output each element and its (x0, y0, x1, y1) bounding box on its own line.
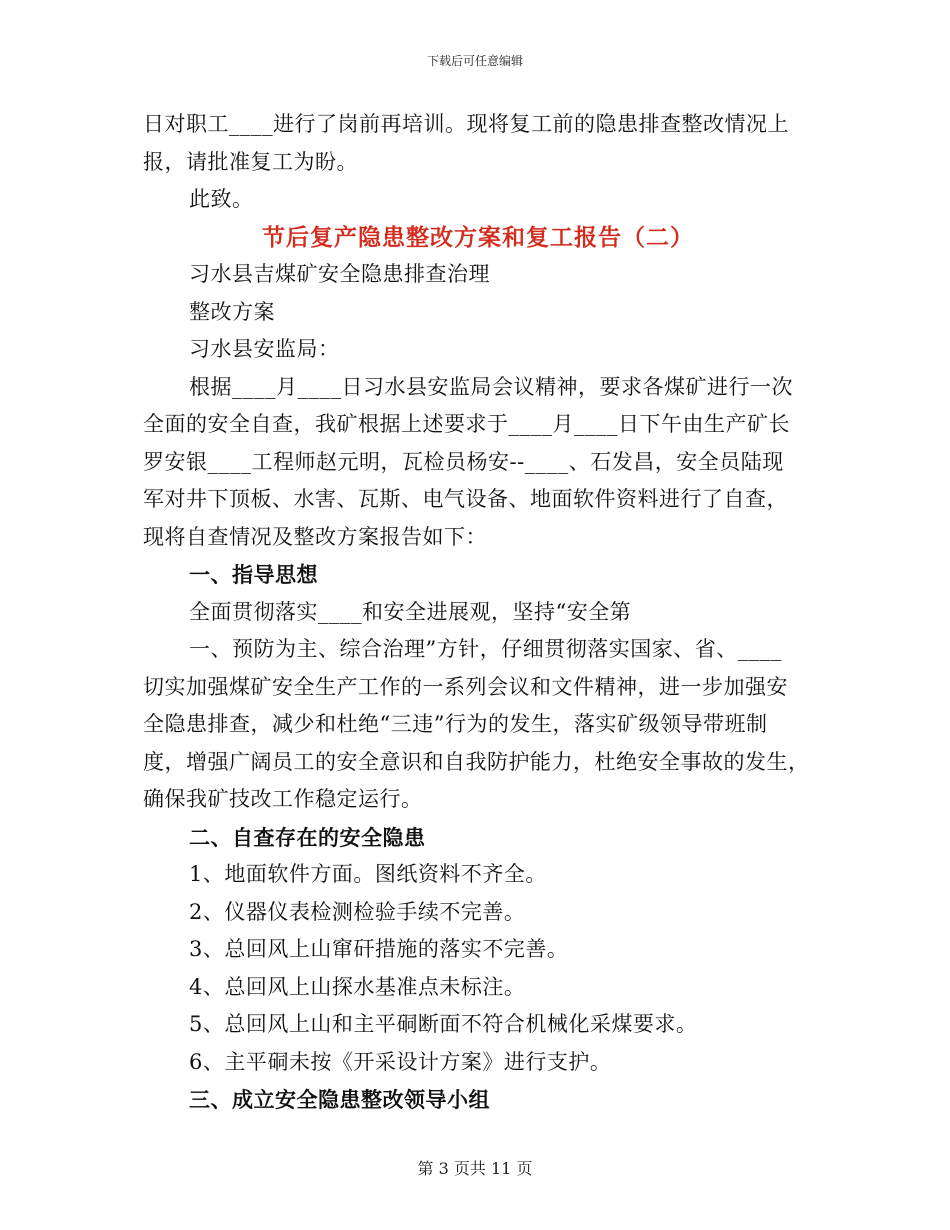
list-item: 3、总回风上山窜矸措施的落实不完善。 (189, 937, 569, 961)
paragraph-line: 此致。 (189, 187, 254, 211)
body-line: 现将自查情况及整改方案报告如下： (143, 524, 487, 549)
list-item: 4、总回风上山探水基准点未标注。 (189, 974, 526, 999)
list-item: 6、主平硐未按《开采设计方案》进行支护。 (189, 1049, 612, 1074)
body-line: 度，增强广阔员工的安全意识和自我防护能力，杜绝安全事故的发生， (143, 749, 810, 774)
page-footer: 第 3 页共 11 页 (417, 1159, 533, 1178)
header-note: 下载后可任意编辑 (426, 54, 523, 68)
heading-guiding-ideology: 一、指导思想 (189, 562, 318, 587)
body-line: 罗安银____工程师赵元明，瓦检员杨安--____、石发昌，安全员陆现 (143, 449, 784, 474)
heading-hazards: 二、自查存在的安全隐患 (189, 824, 426, 850)
body-line: 根据____月____日习水县安监局会议精神，要求各煤矿进行一次 (189, 374, 793, 399)
document-body (143, 106, 813, 1119)
heading-leadership-group: 三、成立安全隐患整改领导小组 (189, 1087, 490, 1112)
list-item: 2、仪器仪表检测检验手续不完善。 (189, 899, 526, 924)
paragraph-line: 报，请批准复工为盼。 (143, 149, 358, 174)
body-line: 全面的安全自查，我矿根据上述要求于____月____日下午由生产矿长 (143, 412, 790, 436)
list-item: 5、总回风上山和主平硐断面不符合机械化采煤要求。 (189, 1012, 698, 1036)
body-line: 整改方案 (189, 299, 275, 324)
list-item: 1、地面软件方面。图纸资料不齐全。 (189, 862, 547, 886)
body-line: 确保我矿技改工作稳定运行。 (143, 787, 423, 811)
body-line: 全面贯彻落实____和安全进展观，坚持“安全第 (189, 599, 632, 624)
body-line: 习水县安监局： (189, 337, 340, 361)
section-title: 节后复产隐患整改方案和复工报告（二） (262, 223, 694, 251)
body-line: 切实加强煤矿安全生产工作的一系列会议和文件精神，进一步加强安 (143, 674, 788, 699)
paragraph-line: 日对职工____进行了岗前再培训。现将复工前的隐患排查整改情况上 (143, 112, 789, 136)
body-line: 军对井下顶板、水害、瓦斯、电气设备、地面软件资料进行了自查， (143, 487, 788, 511)
body-line: 习水县吉煤矿安全隐患排查治理 (189, 262, 490, 286)
body-line: 一、预防为主、综合治理”方针，仔细贯彻落实国家、省、____ (189, 637, 782, 661)
body-line: 全隐患排查，减少和杜绝“三违”行为的发生，落实矿级领导带班制 (143, 712, 768, 736)
